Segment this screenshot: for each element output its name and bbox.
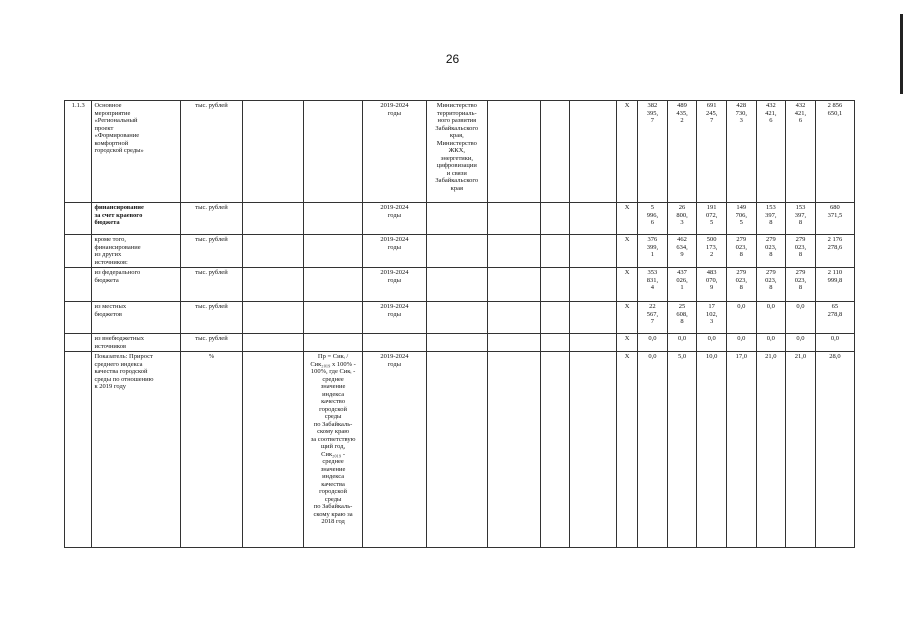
period-cell: 2019-2024 годы bbox=[363, 101, 426, 203]
mark-cell: X bbox=[616, 334, 637, 352]
table-row bbox=[65, 302, 855, 334]
value-cell-2023: 279 023, 8 bbox=[756, 268, 786, 302]
empty-cell bbox=[570, 302, 617, 334]
executor-cell bbox=[426, 334, 487, 352]
value-cell-2020: 462 634, 9 bbox=[667, 235, 697, 268]
period-cell: 2019-2024 годы bbox=[363, 268, 426, 302]
value-cell-2022: 428 730, 3 bbox=[726, 101, 756, 203]
value-cell-2022: 0,0 bbox=[726, 334, 756, 352]
unit-cell: % bbox=[181, 352, 242, 548]
mark-cell: X bbox=[616, 352, 637, 548]
value-cell-2024: 279 023, 8 bbox=[786, 268, 816, 302]
table-row bbox=[65, 268, 855, 302]
formula-cell bbox=[303, 235, 362, 268]
row-name-cell: из федерального бюджета bbox=[92, 268, 181, 302]
value-cell-2023: 21,0 bbox=[756, 352, 786, 548]
row-name-cell: Показатель: Прирост среднего индекса качества городской среды по отношению к 2019 году bbox=[92, 352, 181, 548]
value-cell-2024: 432 421, 6 bbox=[786, 101, 816, 203]
empty-cell bbox=[540, 302, 570, 334]
total-cell: 28,0 bbox=[815, 352, 854, 548]
row-name-cell: из местных бюджетов bbox=[92, 302, 181, 334]
value-cell-2020: 26 800, 3 bbox=[667, 203, 697, 235]
value-cell-2019: 5 996, 6 bbox=[638, 203, 668, 235]
empty-cell bbox=[570, 334, 617, 352]
executor-cell bbox=[426, 302, 487, 334]
mark-cell: X bbox=[616, 101, 637, 203]
empty-cell bbox=[242, 268, 303, 302]
value-cell-2021: 483 070, 9 bbox=[697, 268, 727, 302]
empty-cell bbox=[570, 352, 617, 548]
empty-cell bbox=[540, 352, 570, 548]
value-cell-2020: 5,0 bbox=[667, 352, 697, 548]
value-cell-2020: 0,0 bbox=[667, 334, 697, 352]
period-cell: 2019-2024 годы bbox=[363, 352, 426, 548]
value-cell-2021: 0,0 bbox=[697, 334, 727, 352]
value-cell-2021: 10,0 bbox=[697, 352, 727, 548]
value-cell-2019: 22 567, 7 bbox=[638, 302, 668, 334]
row-index-cell: 1.1.3 bbox=[65, 101, 92, 203]
value-cell-2019: 0,0 bbox=[638, 334, 668, 352]
value-cell-2023: 0,0 bbox=[756, 334, 786, 352]
row-name-cell: кроме того, финансирование из других источников: bbox=[92, 235, 181, 268]
executor-cell bbox=[426, 203, 487, 235]
table-body bbox=[65, 101, 855, 548]
formula-cell bbox=[303, 302, 362, 334]
value-cell-2019: 376 399, 1 bbox=[638, 235, 668, 268]
empty-cell bbox=[540, 203, 570, 235]
row-name-cell: из внебюджетных источников bbox=[92, 334, 181, 352]
formula-cell bbox=[303, 101, 362, 203]
value-cell-2024: 0,0 bbox=[786, 334, 816, 352]
empty-cell bbox=[570, 101, 617, 203]
empty-cell bbox=[487, 268, 540, 302]
value-cell-2022: 0,0 bbox=[726, 302, 756, 334]
value-cell-2019: 382 395, 7 bbox=[638, 101, 668, 203]
period-cell bbox=[363, 334, 426, 352]
unit-cell: тыс. рублей bbox=[181, 235, 242, 268]
table-row bbox=[65, 334, 855, 352]
period-cell: 2019-2024 годы bbox=[363, 235, 426, 268]
unit-cell: тыс. рублей bbox=[181, 334, 242, 352]
value-cell-2023: 279 023, 8 bbox=[756, 235, 786, 268]
value-cell-2019: 0,0 bbox=[638, 352, 668, 548]
empty-cell bbox=[540, 101, 570, 203]
executor-cell bbox=[426, 235, 487, 268]
table-row bbox=[65, 352, 855, 548]
executor-cell: Министерство территориаль- ного развития Забайкальского края, Министерство ЖКХ, энергетики, цифровизации и связи Забайкальского края bbox=[426, 101, 487, 203]
value-cell-2020: 437 026, 1 bbox=[667, 268, 697, 302]
scan-edge-mark bbox=[900, 14, 903, 94]
table-row bbox=[65, 235, 855, 268]
executor-cell bbox=[426, 352, 487, 548]
value-cell-2021: 691 245, 7 bbox=[697, 101, 727, 203]
row-name-cell: финансирование за счет краевого бюджета bbox=[92, 203, 181, 235]
row-index-cell bbox=[65, 334, 92, 352]
value-cell-2024: 153 397, 8 bbox=[786, 203, 816, 235]
row-name-cell: Основное мероприятие «Региональный проект «Формирование комфортной городской среды» bbox=[92, 101, 181, 203]
unit-cell: тыс. рублей bbox=[181, 268, 242, 302]
formula-cell bbox=[303, 268, 362, 302]
value-cell-2024: 0,0 bbox=[786, 302, 816, 334]
empty-cell bbox=[570, 203, 617, 235]
empty-cell bbox=[242, 235, 303, 268]
row-index-cell bbox=[65, 268, 92, 302]
unit-cell: тыс. рублей bbox=[181, 302, 242, 334]
value-cell-2019: 353 831, 4 bbox=[638, 268, 668, 302]
empty-cell bbox=[570, 235, 617, 268]
table-row bbox=[65, 101, 855, 203]
row-index-cell bbox=[65, 235, 92, 268]
unit-cell: тыс. рублей bbox=[181, 203, 242, 235]
value-cell-2021: 500 173, 2 bbox=[697, 235, 727, 268]
empty-cell bbox=[242, 203, 303, 235]
empty-cell bbox=[487, 101, 540, 203]
empty-cell bbox=[540, 235, 570, 268]
period-cell: 2019-2024 годы bbox=[363, 203, 426, 235]
empty-cell bbox=[242, 302, 303, 334]
budget-table bbox=[64, 100, 855, 548]
value-cell-2024: 279 023, 8 bbox=[786, 235, 816, 268]
total-cell: 0,0 bbox=[815, 334, 854, 352]
mark-cell: X bbox=[616, 268, 637, 302]
formula-cell bbox=[303, 203, 362, 235]
empty-cell bbox=[487, 334, 540, 352]
empty-cell bbox=[487, 352, 540, 548]
value-cell-2021: 17 102, 3 bbox=[697, 302, 727, 334]
page-number: 26 bbox=[445, 52, 460, 66]
formula-cell bbox=[303, 334, 362, 352]
value-cell-2022: 279 023, 8 bbox=[726, 235, 756, 268]
empty-cell bbox=[540, 334, 570, 352]
period-cell: 2019-2024 годы bbox=[363, 302, 426, 334]
value-cell-2023: 153 397, 8 bbox=[756, 203, 786, 235]
value-cell-2021: 191 072, 5 bbox=[697, 203, 727, 235]
empty-cell bbox=[570, 268, 617, 302]
empty-cell bbox=[487, 203, 540, 235]
table-row bbox=[65, 203, 855, 235]
value-cell-2023: 432 421, 6 bbox=[756, 101, 786, 203]
empty-cell bbox=[242, 334, 303, 352]
row-index-cell bbox=[65, 203, 92, 235]
mark-cell: X bbox=[616, 302, 637, 334]
executor-cell bbox=[426, 268, 487, 302]
total-cell: 680 371,5 bbox=[815, 203, 854, 235]
value-cell-2022: 279 023, 8 bbox=[726, 268, 756, 302]
unit-cell: тыс. рублей bbox=[181, 101, 242, 203]
empty-cell bbox=[540, 268, 570, 302]
empty-cell bbox=[242, 352, 303, 548]
value-cell-2023: 0,0 bbox=[756, 302, 786, 334]
total-cell: 2 110 999,8 bbox=[815, 268, 854, 302]
empty-cell bbox=[487, 302, 540, 334]
total-cell: 2 856 650,1 bbox=[815, 101, 854, 203]
formula-cell: Пр = Сикᵢ / Сик₂₀₁₉ х 100% - 100%, где Сикᵢ - среднее значение индекса качество городской среды по Забайкаль- скому краю за соответствую щий год, Сик₂₀₁₉ - среднее значение индекса качества городской среды по Забайкаль- скому краю за 2018 год bbox=[303, 352, 362, 548]
row-index-cell bbox=[65, 302, 92, 334]
total-cell: 65 278,8 bbox=[815, 302, 854, 334]
total-cell: 2 176 278,6 bbox=[815, 235, 854, 268]
mark-cell: X bbox=[616, 235, 637, 268]
mark-cell: X bbox=[616, 203, 637, 235]
empty-cell bbox=[242, 101, 303, 203]
empty-cell bbox=[487, 235, 540, 268]
row-index-cell bbox=[65, 352, 92, 548]
value-cell-2020: 25 608, 8 bbox=[667, 302, 697, 334]
value-cell-2024: 21,0 bbox=[786, 352, 816, 548]
value-cell-2022: 149 706, 5 bbox=[726, 203, 756, 235]
value-cell-2020: 489 435, 2 bbox=[667, 101, 697, 203]
value-cell-2022: 17,0 bbox=[726, 352, 756, 548]
